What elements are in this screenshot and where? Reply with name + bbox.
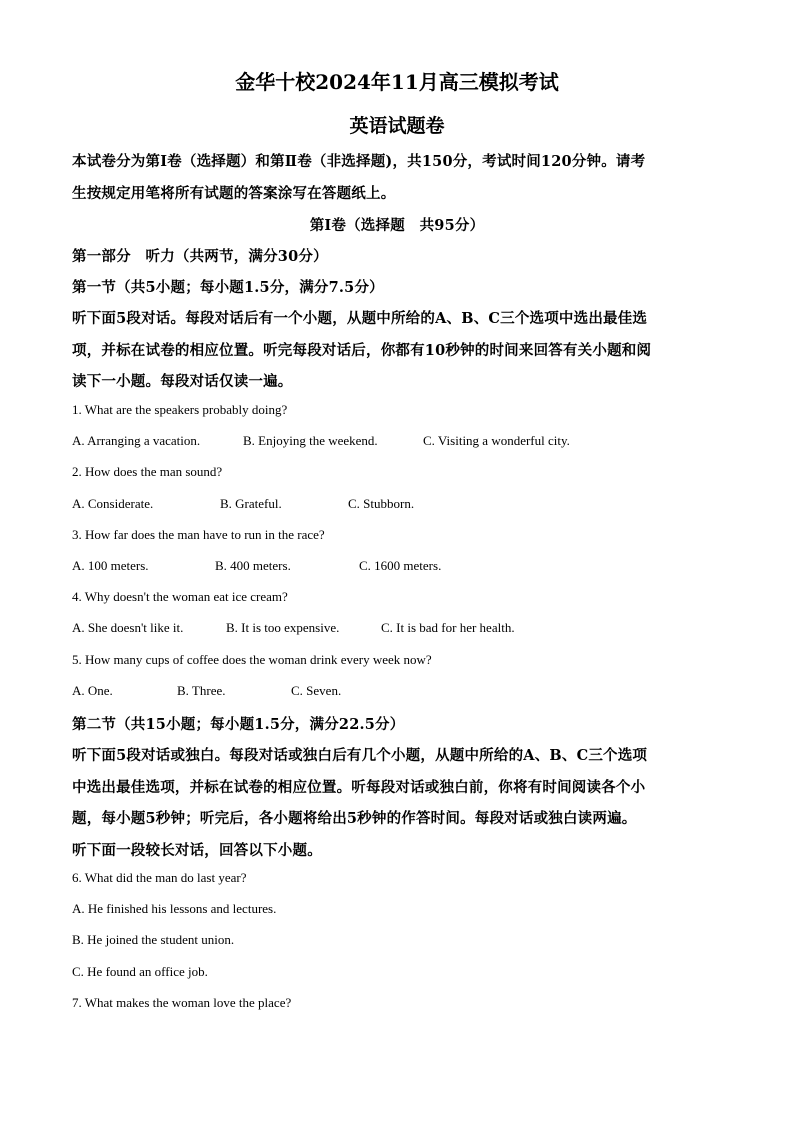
question-4-option-a: A. She doesn't like it. bbox=[72, 620, 184, 635]
section2-lead: 听下面一段较长对话，回答以下小题。 bbox=[72, 842, 322, 859]
intro-line-2: 生按规定用笔将所有试题的答案涂写在答题纸上。 bbox=[72, 185, 396, 202]
question-4-option-c: C. It is bad for her health. bbox=[381, 620, 515, 635]
question-5-option-a: A. One. bbox=[72, 683, 113, 698]
question-6-option-a: A. He finished his lessons and lectures. bbox=[72, 901, 277, 916]
exam-subtitle: 英语试题卷 bbox=[349, 115, 445, 137]
question-5-stem: 5. How many cups of coffee does the woman drink every week now? bbox=[72, 652, 432, 667]
question-3-option-c: C. 1600 meters. bbox=[359, 558, 442, 573]
section1-instruction-3: 读下一小题。每段对话仅读一遍。 bbox=[72, 373, 293, 390]
question-4-stem: 4. Why doesn't the woman eat ice cream? bbox=[72, 589, 288, 604]
question-2-option-b: B. Grateful. bbox=[220, 496, 282, 511]
question-3-option-a: A. 100 meters. bbox=[72, 558, 149, 573]
section2-instruction-3: 题，每小题5秒钟；听完后，各小题将给出5秒钟的作答时间。每段对话或独白读两遍。 bbox=[72, 810, 637, 827]
intro-line-1: 本试卷分为第Ⅰ卷（选择题）和第Ⅱ卷（非选择题)，共150分，考试时间120分钟。请考 bbox=[72, 153, 646, 170]
volume-heading: 第Ⅰ卷（选择题 共95分） bbox=[309, 217, 485, 234]
section1-instruction-1: 听下面5段对话。每段对话后有一个小题，从题中所给的A、B、C三个选项中选出最佳选 bbox=[72, 310, 648, 327]
question-6-option-c: C. He found an office job. bbox=[72, 964, 208, 979]
section2-heading: 第二节（共15小题；每小题1.5分，满分22.5分） bbox=[72, 716, 405, 733]
section1-heading: 第一节（共5小题；每小题1.5分，满分7.5分） bbox=[72, 279, 384, 296]
question-7-stem: 7. What makes the woman love the place? bbox=[72, 995, 292, 1010]
question-3-stem: 3. How far does the man have to run in the race? bbox=[72, 527, 325, 542]
question-5-option-b: B. Three. bbox=[177, 683, 226, 698]
section2-instruction-1: 听下面5段对话或独白。每段对话或独白后有几个小题，从题中所给的A、B、C三个选项 bbox=[72, 747, 648, 764]
section2-instruction-2: 中选出最佳选项，并标在试卷的相应位置。听每段对话或独白前，你将有时间阅读各个小 bbox=[72, 779, 646, 796]
question-6-stem: 6. What did the man do last year? bbox=[72, 870, 247, 885]
question-2-stem: 2. How does the man sound? bbox=[72, 464, 223, 479]
question-4-option-b: B. It is too expensive. bbox=[226, 620, 340, 635]
question-1-option-a: A. Arranging a vacation. bbox=[72, 433, 201, 448]
question-1-option-b: B. Enjoying the weekend. bbox=[243, 433, 378, 448]
part-heading: 第一部分 听力（共两节，满分30分） bbox=[72, 248, 328, 265]
exam-title: 金华十校2024年11月高三模拟考试 bbox=[235, 70, 559, 94]
question-2-option-a: A. Considerate. bbox=[72, 496, 154, 511]
question-6-option-b: B. He joined the student union. bbox=[72, 932, 235, 947]
question-1-stem: 1. What are the speakers probably doing? bbox=[72, 402, 288, 417]
question-5-option-c: C. Seven. bbox=[291, 683, 342, 698]
question-2-option-c: C. Stubborn. bbox=[348, 496, 415, 511]
question-3-option-b: B. 400 meters. bbox=[215, 558, 291, 573]
question-1-option-c: C. Visiting a wonderful city. bbox=[423, 433, 570, 448]
section1-instruction-2: 项，并标在试卷的相应位置。听完每段对话后，你都有10秒钟的时间来回答有关小题和阅 bbox=[72, 342, 652, 359]
